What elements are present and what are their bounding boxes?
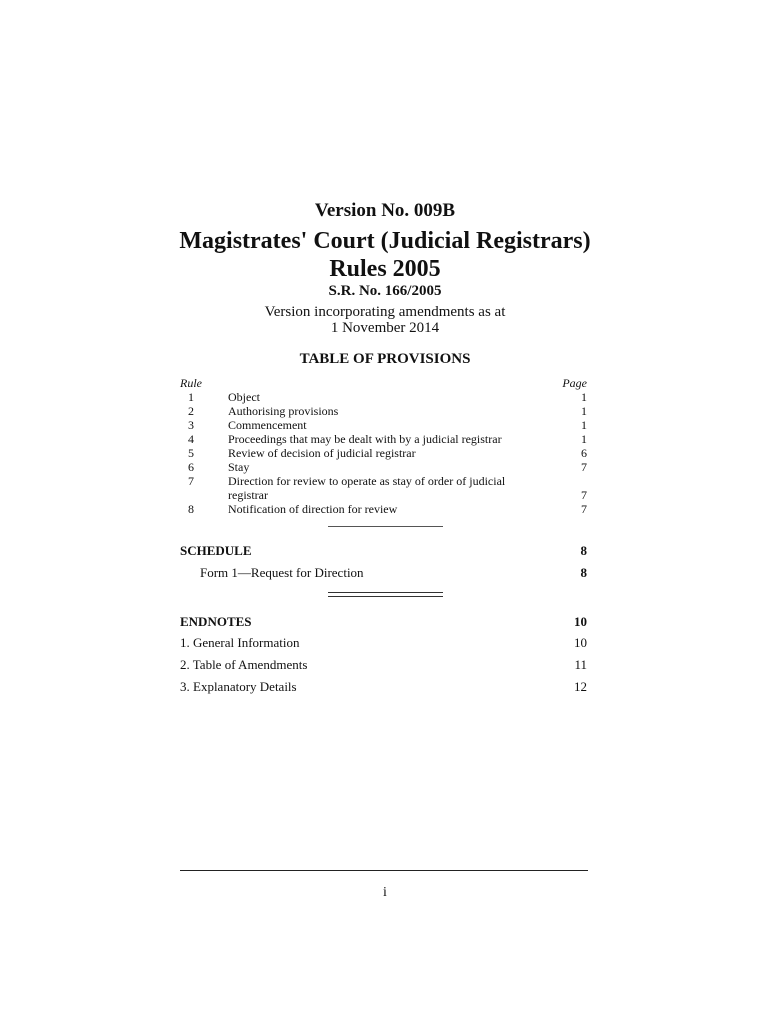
toc-page-number: 1 <box>581 418 587 432</box>
incorporating-line-2: 1 November 2014 <box>330 320 440 336</box>
toc-rule-title-line-1: Direction for review to operate as stay of order of judicial <box>228 474 506 488</box>
toc-page-number: 6 <box>581 446 587 460</box>
toc-page-number: 7 <box>581 502 587 516</box>
incorporating-amendments <box>0 304 770 336</box>
toc-rule-number: 1 <box>188 390 194 404</box>
double-divider <box>328 592 443 597</box>
endnote-page-number: 12 <box>574 679 587 694</box>
title-line-2: Rules 2005 <box>329 256 441 282</box>
toc-row[interactable] <box>180 474 587 502</box>
schedule-form-title: Form 1—Request for Direction <box>200 565 364 580</box>
toc-rule-title: Proceedings that may be dealt with by a judicial registrar <box>228 432 502 446</box>
toc-rule-number: 5 <box>188 446 194 460</box>
toc-page-number: 1 <box>581 404 587 418</box>
section-divider <box>328 526 443 527</box>
endnote-item[interactable] <box>180 635 587 651</box>
toc-rule-number: 6 <box>188 460 194 474</box>
footer-rule <box>180 870 588 871</box>
toc-rule-number: 2 <box>188 404 194 418</box>
toc-rule-number: 3 <box>188 418 194 432</box>
toc-page-number: 7 <box>581 488 587 502</box>
toc-rule-title-line-2: registrar <box>228 488 268 502</box>
toc-rule-number: 8 <box>188 502 194 516</box>
toc-rule-title: Review of decision of judicial registrar <box>228 446 416 460</box>
incorporating-line-1: Version incorporating amendments as at <box>264 304 506 320</box>
endnote-item[interactable] <box>180 657 587 673</box>
toc-page-number: 7 <box>581 460 587 474</box>
toc-rule-title: Commencement <box>228 418 307 432</box>
toc-page-number: 1 <box>581 390 587 404</box>
schedule-form-page-number: 8 <box>580 565 587 580</box>
endnote-title: 1. General Information <box>180 635 300 650</box>
toc-rule-title: Object <box>228 390 260 404</box>
sr-number: S.R. No. 166/2005 <box>328 283 442 299</box>
version-number: Version No. 009B <box>314 200 456 221</box>
endnote-title: 2. Table of Amendments <box>180 657 308 672</box>
toc-rule-title: Authorising provisions <box>228 404 339 418</box>
endnote-page-number: 10 <box>574 635 587 650</box>
title-line-1: Magistrates' Court (Judicial Registrars) <box>179 228 591 254</box>
rule-column-label: Rule <box>180 376 202 390</box>
endnotes-heading: ENDNOTES <box>180 614 252 629</box>
schedule-heading: SCHEDULE <box>180 543 252 558</box>
footer-page-number: i <box>383 885 387 900</box>
schedule-heading-row[interactable] <box>180 543 587 559</box>
endnote-item[interactable] <box>180 679 587 695</box>
endnote-title: 3. Explanatory Details <box>180 679 297 694</box>
schedule-page-number: 8 <box>580 543 587 558</box>
endnotes-page-number: 10 <box>574 614 587 629</box>
schedule-form-row[interactable] <box>180 565 587 581</box>
toc-heading: TABLE OF PROVISIONS <box>299 351 471 367</box>
toc-rule-title: Stay <box>228 460 250 474</box>
endnote-page-number: 11 <box>574 657 587 672</box>
endnotes-heading-row[interactable] <box>180 614 587 630</box>
toc-page-number: 1 <box>581 432 587 446</box>
toc-rule-title <box>228 474 538 502</box>
document-title <box>0 227 770 283</box>
toc-rule-title: Notification of direction for review <box>228 502 398 516</box>
toc-rule-number: 7 <box>188 474 194 488</box>
page-column-label: Page <box>562 376 587 390</box>
toc-rule-number: 4 <box>188 432 194 446</box>
